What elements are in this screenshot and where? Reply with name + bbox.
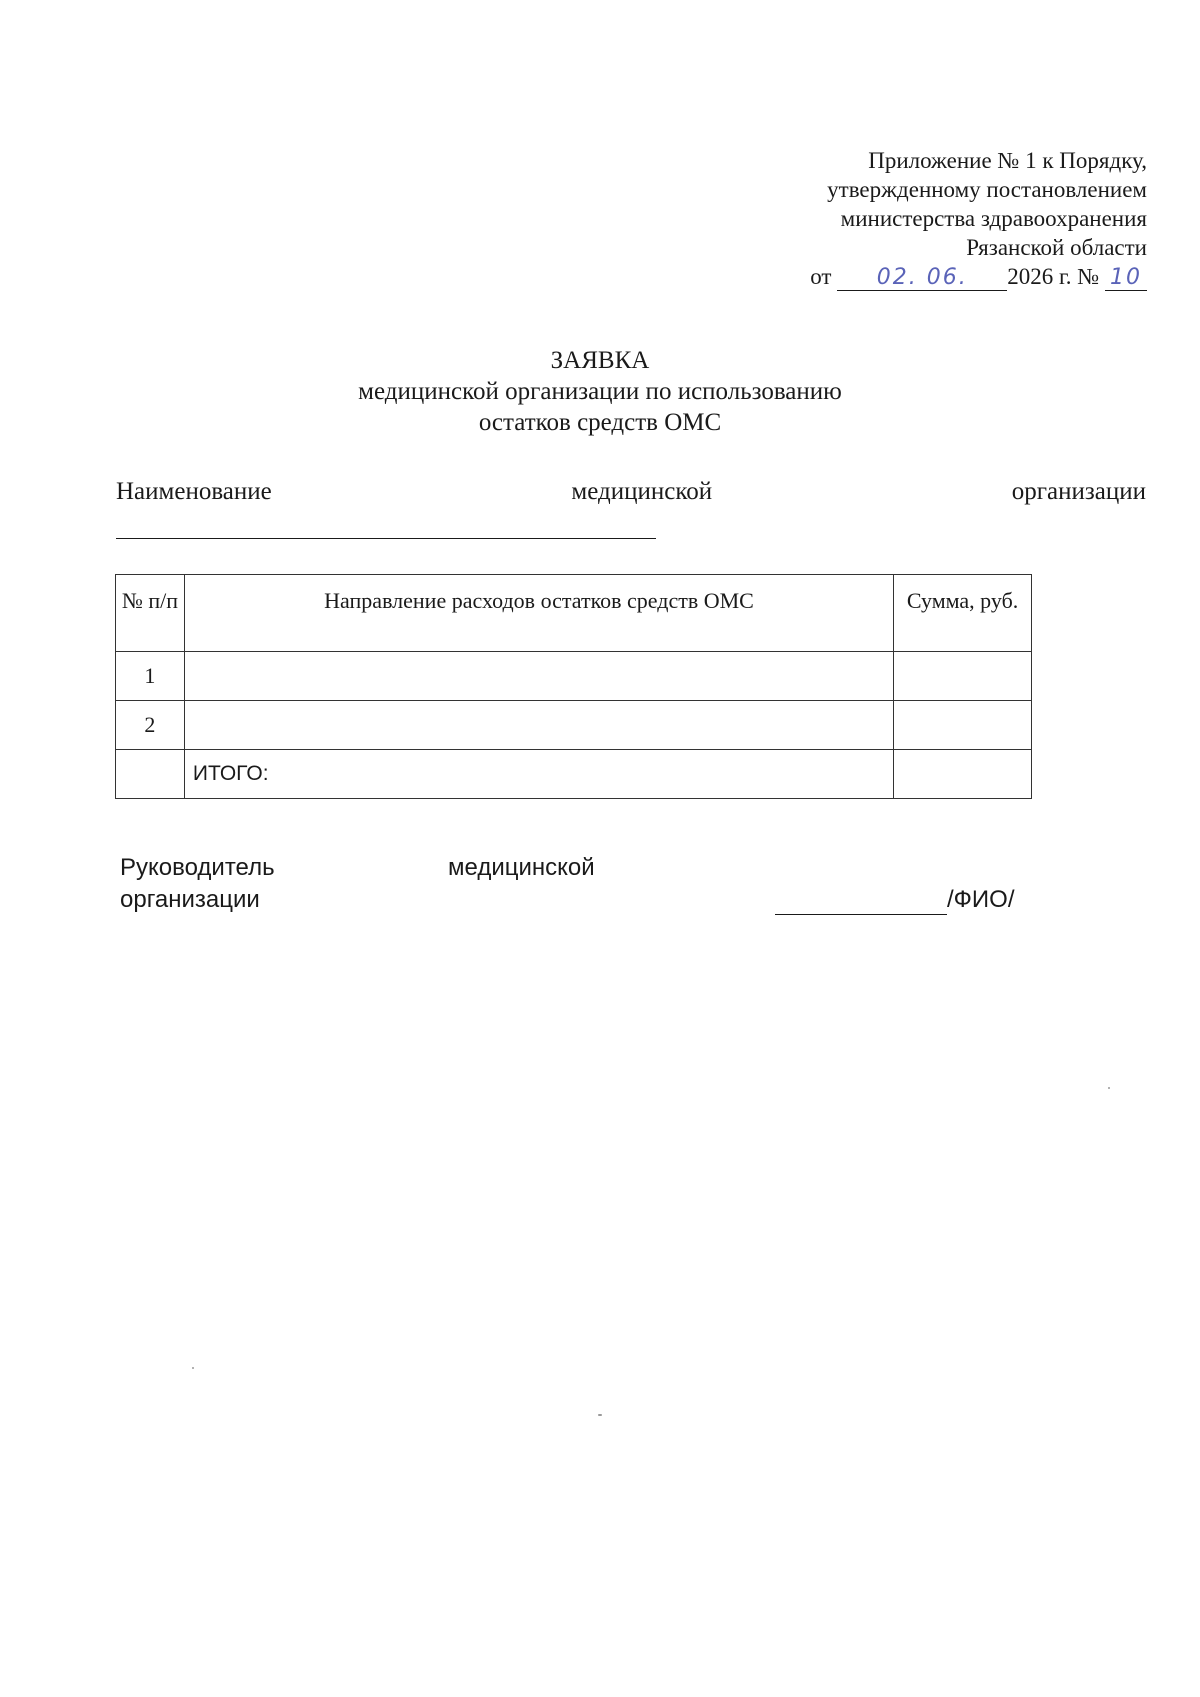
table-row <box>116 652 1032 701</box>
appendix-line-4: Рязанской области <box>966 235 1147 260</box>
table-total-row <box>116 750 1032 799</box>
total-sum-cell[interactable] <box>894 750 1032 799</box>
signature-word-1: Руководитель <box>120 854 275 881</box>
scan-speck <box>192 1367 194 1369</box>
title-line-2: медицинской организации по использованию <box>358 378 842 405</box>
header-sum: Сумма, руб. <box>894 575 1032 652</box>
scan-speck <box>1108 1087 1110 1089</box>
table-header-row <box>116 575 1032 652</box>
scan-speck <box>598 1414 602 1416</box>
year-label: 2026 г. № <box>1007 264 1100 289</box>
from-label: от <box>810 264 832 289</box>
org-name-field[interactable] <box>116 538 656 539</box>
signature-word-2: медицинской <box>448 854 595 881</box>
handwritten-number: 10 <box>1110 265 1142 290</box>
appendix-line-3: министерства здравоохранения <box>840 206 1147 231</box>
row-sum-cell[interactable] <box>894 652 1032 701</box>
header-num: № п/п <box>116 575 185 652</box>
signature-line[interactable] <box>775 914 947 915</box>
row-direction-cell[interactable] <box>184 652 893 701</box>
document-title <box>0 345 1200 438</box>
handwritten-date: 02. 06. <box>876 265 968 290</box>
fio-label: /ФИО/ <box>947 886 1015 913</box>
appendix-line-1: Приложение № 1 к Порядку, <box>868 148 1147 173</box>
header-direction: Направление расходов остатков средств ОМС <box>184 575 893 652</box>
appendix-block <box>727 146 1147 291</box>
expenses-table <box>115 574 1032 799</box>
date-field[interactable] <box>837 265 1007 291</box>
row-num: 1 <box>116 652 185 701</box>
number-field[interactable] <box>1105 265 1147 291</box>
org-word-2: медицинской <box>571 478 713 505</box>
total-num-cell <box>116 750 185 799</box>
signature-word-3: организации <box>120 886 260 913</box>
row-sum-cell[interactable] <box>894 701 1032 750</box>
appendix-date-line <box>727 262 1147 291</box>
table-row <box>116 701 1032 750</box>
title-heading: ЗАЯВКА <box>550 347 650 374</box>
org-word-3: организации <box>1011 478 1146 505</box>
org-name-label <box>116 478 1146 506</box>
appendix-line-2: утвержденному постановлением <box>827 177 1147 202</box>
row-num: 2 <box>116 701 185 750</box>
org-word-1: Наименование <box>116 478 272 505</box>
title-line-3: остатков средств ОМС <box>478 409 722 436</box>
total-label: ИТОГО: <box>184 750 893 799</box>
row-direction-cell[interactable] <box>184 701 893 750</box>
